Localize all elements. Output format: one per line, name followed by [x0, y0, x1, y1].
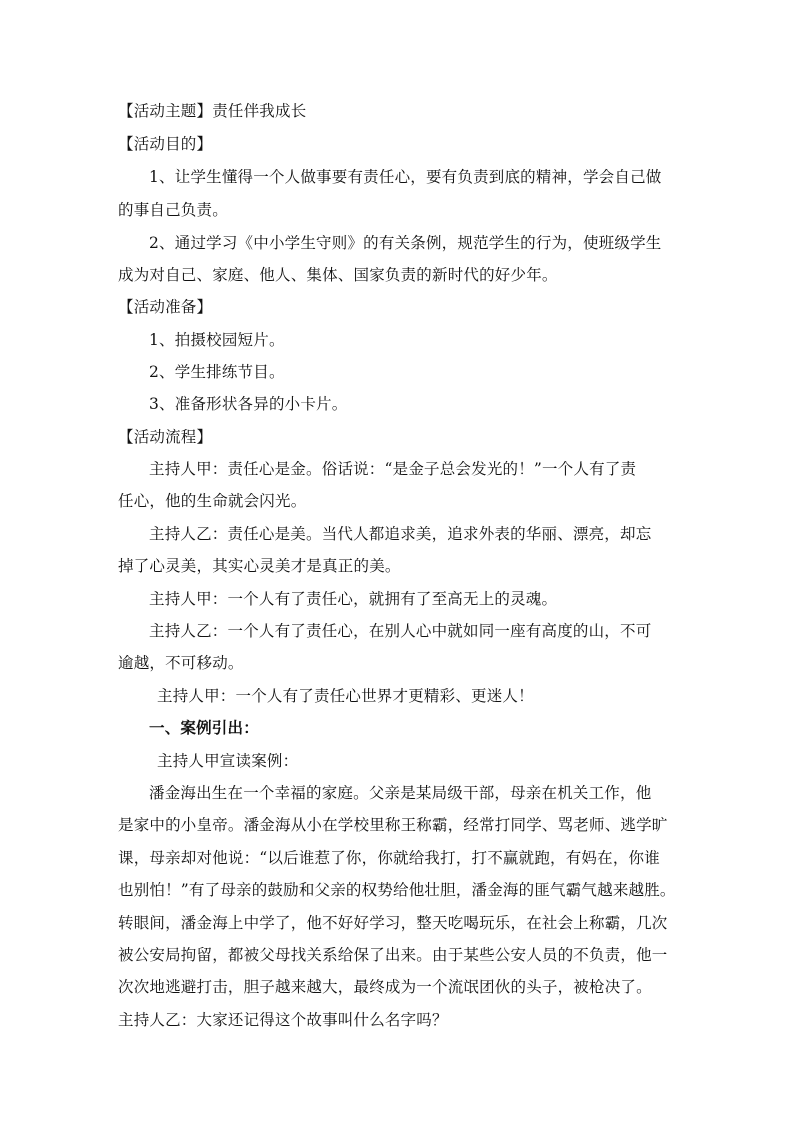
host-b-question: 主持人乙：大家还记得这个故事叫什么名字吗？ — [118, 1011, 448, 1029]
heading-theme: 【活动主题】责任伴我成长 — [118, 102, 307, 120]
case-intro: 主持人甲宣读案例： — [157, 752, 299, 770]
purpose-item-2: 2、通过学习《中小学生守则》的有关条例，规范学生的行为，使班级学生 — [149, 234, 662, 252]
heading-purpose: 【活动目的】 — [118, 135, 213, 153]
host-b-line-1: 主持人乙：责任心是美。当代人都追求美，追求外表的华丽、漂亮，却忘 — [149, 525, 652, 543]
section-case-heading: 一、案例引出： — [149, 718, 259, 737]
heading-process: 【活动流程】 — [118, 428, 213, 446]
case-text-line-1: 潘金海出生在一个幸福的家庭。父亲是某局级干部，母亲在机关工作，他 — [149, 784, 652, 802]
host-a-line-1-cont: 任心，他的生命就会闪光。 — [118, 492, 307, 510]
case-text-line-4: 也别怕！”有了母亲的鼓励和父亲的权势给他壮胆，潘金海的匪气霸气越来越胜。 — [118, 881, 676, 899]
case-text-line-7: 次次地逃避打击，胆子越来越大，最终成为一个流氓团伙的头子，被枪决了。 — [118, 978, 652, 996]
heading-preparation: 【活动准备】 — [118, 298, 213, 316]
case-text-line-6: 被公安局拘留，都被父母找关系给保了出来。由于某些公安人员的不负责，他一 — [118, 946, 668, 964]
case-text-line-3: 课，母亲却对他说：“以后谁惹了你，你就给我打，打不赢就跑，有妈在，你谁 — [118, 849, 660, 867]
host-b-line-2: 主持人乙：一个人有了责任心，在别人心中就如同一座有高度的山，不可 — [149, 622, 652, 640]
host-b-line-1-cont: 掉了心灵美，其实心灵美才是真正的美。 — [118, 557, 401, 575]
prep-item-3: 3、准备形状各异的小卡片。 — [149, 395, 348, 413]
purpose-item-2-cont: 成为对自己、家庭、他人、集体、国家负责的新时代的好少年。 — [118, 266, 558, 284]
purpose-item-1-cont: 的事自己负责。 — [118, 201, 228, 219]
host-a-line-2: 主持人甲：一个人有了责任心，就拥有了至高无上的灵魂。 — [149, 590, 558, 608]
prep-item-1: 1、拍摄校园短片。 — [149, 331, 285, 349]
case-text-line-2: 是家中的小皇帝。潘金海从小在学校里称王称霸，经常打同学、骂老师、逃学旷 — [118, 816, 668, 834]
prep-item-2: 2、学生排练节目。 — [149, 363, 285, 381]
purpose-item-1: 1、让学生懂得一个人做事要有责任心，要有负责到底的精神，学会自己做 — [149, 168, 662, 186]
host-a-line-1: 主持人甲：责任心是金。俗话说：“是金子总会发光的！”一个人有了责 — [149, 460, 637, 478]
case-text-line-5: 转眼间，潘金海上中学了，他不好好学习，整天吃喝玩乐，在社会上称霸，几次 — [118, 914, 668, 932]
host-a-line-3: 主持人甲：一个人有了责任心世界才更精彩、更迷人！ — [157, 687, 534, 705]
host-b-line-2-cont: 逾越，不可移动。 — [118, 654, 244, 672]
